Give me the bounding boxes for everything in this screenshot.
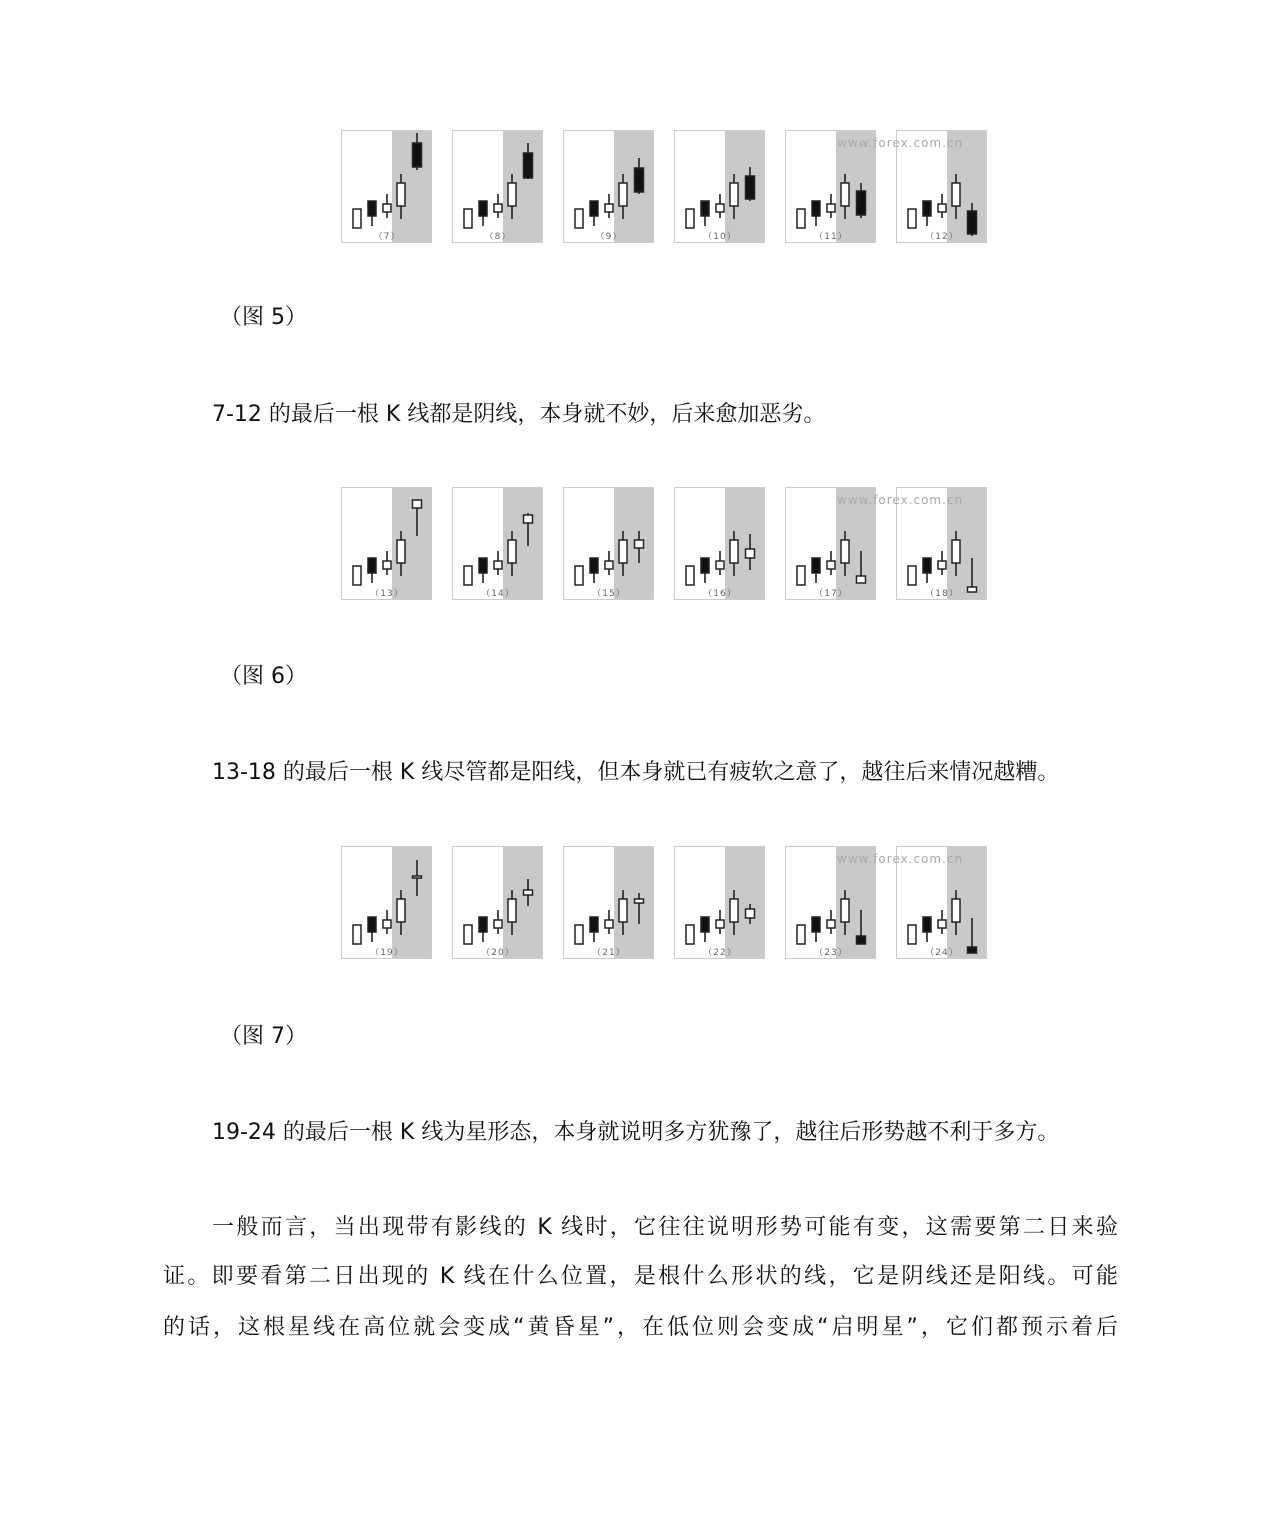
- figure-5-caption: （图 5）: [220, 305, 307, 330]
- candlestick-panel: [674, 846, 765, 959]
- candle: [923, 558, 931, 583]
- candle: [383, 910, 391, 934]
- last-candle: [968, 918, 977, 953]
- candlestick-chart: [675, 131, 765, 243]
- candle-body: [797, 566, 805, 585]
- candle-body: [590, 201, 598, 216]
- candle: [701, 201, 709, 226]
- candle-body: [508, 899, 516, 922]
- candle: [827, 910, 835, 934]
- candlestick-panel: [563, 487, 654, 600]
- candle-body: [524, 153, 533, 178]
- candle-body: [923, 917, 931, 932]
- candle-body: [968, 211, 977, 234]
- candlestick-chart: [675, 488, 765, 600]
- panel-label: （14）: [481, 589, 515, 599]
- candle-body: [464, 209, 472, 228]
- figure-7-candlesticks: [341, 846, 987, 960]
- candle: [841, 531, 849, 576]
- candle: [701, 917, 709, 942]
- candle-body: [413, 143, 422, 167]
- candle: [494, 194, 502, 218]
- candle: [605, 551, 613, 575]
- candle: [508, 890, 516, 935]
- candle-body: [857, 191, 866, 215]
- candle: [827, 551, 835, 575]
- candle: [908, 925, 916, 944]
- candle: [923, 201, 931, 226]
- watermark: www.forex.com.cn: [837, 493, 964, 507]
- candlestick-panel: [452, 846, 543, 959]
- candle-body: [479, 917, 487, 932]
- candle: [908, 566, 916, 585]
- candle-body: [746, 549, 755, 558]
- candle-body: [841, 183, 849, 206]
- panel-label: （24）: [925, 948, 959, 958]
- candle: [841, 890, 849, 935]
- candle: [590, 917, 598, 942]
- candle-body: [368, 917, 376, 932]
- candle: [368, 917, 376, 942]
- candle: [353, 209, 361, 228]
- candle-body: [619, 540, 627, 563]
- candle: [619, 531, 627, 576]
- candle-body: [701, 917, 709, 932]
- panel-label: （8）: [484, 232, 512, 242]
- candle: [383, 551, 391, 575]
- candlestick-panel: [452, 130, 543, 243]
- candle-body: [841, 899, 849, 922]
- candle: [716, 551, 724, 575]
- panel-label: （15）: [592, 589, 626, 599]
- candle-body: [479, 558, 487, 573]
- candle: [812, 917, 820, 942]
- candle-body: [827, 204, 835, 212]
- candle-body: [368, 558, 376, 573]
- last-candle: [746, 904, 755, 924]
- candle-body: [968, 947, 977, 953]
- candle-body: [923, 201, 931, 216]
- candle: [686, 209, 694, 228]
- candle-body: [464, 925, 472, 944]
- candlestick-chart: [564, 847, 654, 959]
- last-candle: [413, 860, 422, 896]
- paragraph-7-12: 7-12 的最后一根 K 线都是阴线，本身就不妙，后来愈加恶劣。: [212, 402, 826, 427]
- candle-body: [730, 183, 738, 206]
- candle: [716, 910, 724, 934]
- candle-body: [619, 183, 627, 206]
- candlestick-panel: [341, 846, 432, 959]
- candle-body: [812, 917, 820, 932]
- candle-body: [353, 209, 361, 228]
- candle-body: [397, 183, 405, 206]
- candle: [619, 890, 627, 935]
- last-candle: [413, 500, 422, 536]
- panel-label: （23）: [814, 948, 848, 958]
- candle-body: [575, 925, 583, 944]
- candle-body: [827, 920, 835, 928]
- candle: [686, 566, 694, 585]
- candle-body: [686, 566, 694, 585]
- panel-label: （7）: [373, 232, 401, 242]
- candle-body: [413, 876, 422, 878]
- panel-label: （10）: [703, 232, 737, 242]
- last-candle: [524, 143, 533, 179]
- figure-7-caption: （图 7）: [220, 1024, 307, 1049]
- candle-body: [619, 899, 627, 922]
- candle-body: [797, 925, 805, 944]
- candle-body: [494, 561, 502, 569]
- candle-body: [730, 899, 738, 922]
- candle-body: [605, 204, 613, 212]
- candle-body: [383, 204, 391, 212]
- candle-body: [686, 925, 694, 944]
- candlestick-chart: [342, 847, 432, 959]
- candle-body: [797, 209, 805, 228]
- candlestick-chart: [342, 488, 432, 600]
- candle-body: [857, 576, 866, 583]
- candle: [464, 925, 472, 944]
- candlestick-panel: [452, 487, 543, 600]
- candle: [590, 201, 598, 226]
- panel-label: （16）: [703, 589, 737, 599]
- candle-body: [716, 204, 724, 212]
- candle-body: [383, 920, 391, 928]
- candle: [952, 531, 960, 576]
- candle: [494, 551, 502, 575]
- last-candle: [413, 133, 422, 170]
- paragraph-line-2: 证。即要看第二日出现的 K 线在什么位置，是根什么形状的线，它是阴线还是阳线。可能: [163, 1264, 1118, 1289]
- panel-label: （11）: [814, 232, 848, 242]
- candle: [812, 201, 820, 226]
- candle-body: [908, 209, 916, 228]
- candle-body: [635, 899, 644, 903]
- candle: [716, 194, 724, 218]
- candle: [508, 531, 516, 576]
- last-candle: [968, 558, 977, 592]
- candle-body: [413, 500, 422, 508]
- candlestick-chart: [564, 488, 654, 600]
- candle-body: [383, 561, 391, 569]
- candle: [619, 174, 627, 219]
- candle: [479, 917, 487, 942]
- candle: [464, 566, 472, 585]
- paragraph-13-18: 13-18 的最后一根 K 线尽管都是阳线，但本身就已有疲软之意了，越往后来情况越糟。: [212, 760, 1060, 785]
- candle: [353, 566, 361, 585]
- candlestick-panel: [563, 846, 654, 959]
- panel-label: （9）: [595, 232, 623, 242]
- candle-body: [590, 558, 598, 573]
- candle: [730, 890, 738, 935]
- candle: [730, 531, 738, 576]
- candle-body: [494, 920, 502, 928]
- candle-body: [952, 899, 960, 922]
- watermark: www.forex.com.cn: [837, 136, 964, 150]
- candle-body: [635, 168, 644, 192]
- candle-body: [746, 176, 755, 199]
- candlestick-chart: [453, 488, 543, 600]
- candle: [464, 209, 472, 228]
- last-candle: [524, 879, 533, 906]
- candle-body: [605, 920, 613, 928]
- candle-body: [812, 558, 820, 573]
- last-candle: [746, 534, 755, 570]
- candle-body: [464, 566, 472, 585]
- candle-body: [952, 540, 960, 563]
- paragraph-line-1: 一般而言，当出现带有影线的 K 线时，它往往说明形势可能有变，这需要第二日来验: [212, 1215, 1118, 1240]
- candle-body: [841, 540, 849, 563]
- last-candle: [635, 158, 644, 194]
- candle: [479, 201, 487, 226]
- last-candle: [857, 183, 866, 218]
- candle: [397, 890, 405, 935]
- candle-body: [938, 920, 946, 928]
- candle: [938, 551, 946, 575]
- candle-body: [353, 925, 361, 944]
- watermark: www.forex.com.cn: [837, 852, 964, 866]
- candlestick-chart: [564, 131, 654, 243]
- candle-body: [575, 209, 583, 228]
- candlestick-panel: [341, 487, 432, 600]
- candle-body: [508, 540, 516, 563]
- candle: [590, 558, 598, 583]
- candle: [841, 174, 849, 219]
- paragraph-19-24: 19-24 的最后一根 K 线为星形态，本身就说明多方犹豫了，越往后形势越不利于多方。: [212, 1120, 1060, 1145]
- candlestick-panel: [674, 487, 765, 600]
- candle-body: [368, 201, 376, 216]
- panel-label: （20）: [481, 948, 515, 958]
- candle: [575, 209, 583, 228]
- candle: [605, 910, 613, 934]
- candle-body: [353, 566, 361, 585]
- candle-body: [575, 566, 583, 585]
- candle-body: [908, 925, 916, 944]
- candle: [797, 566, 805, 585]
- candle-body: [590, 917, 598, 932]
- candle-body: [857, 936, 866, 944]
- candle: [494, 910, 502, 934]
- candle: [368, 558, 376, 583]
- candle: [938, 194, 946, 218]
- panel-label: （22）: [703, 948, 737, 958]
- candle-body: [812, 201, 820, 216]
- last-candle: [524, 513, 533, 546]
- candle-body: [952, 183, 960, 206]
- panel-label: （21）: [592, 948, 626, 958]
- candle: [479, 558, 487, 583]
- last-candle: [635, 893, 644, 924]
- candle-body: [716, 920, 724, 928]
- candle: [605, 194, 613, 218]
- candle: [701, 558, 709, 583]
- candle: [797, 209, 805, 228]
- candle-body: [397, 899, 405, 922]
- candle: [827, 194, 835, 218]
- candle-body: [605, 561, 613, 569]
- candlestick-panel: [341, 130, 432, 243]
- candle: [952, 174, 960, 219]
- candle-body: [701, 558, 709, 573]
- last-candle: [857, 551, 866, 583]
- candlestick-chart: [342, 131, 432, 243]
- candle-body: [730, 540, 738, 563]
- candle-body: [508, 183, 516, 206]
- panel-label: （17）: [814, 589, 848, 599]
- candle-body: [479, 201, 487, 216]
- candlestick-chart: [675, 847, 765, 959]
- candle: [730, 174, 738, 219]
- candle: [353, 925, 361, 944]
- candlestick-chart: [453, 847, 543, 959]
- candle-body: [746, 909, 755, 918]
- candle: [938, 910, 946, 934]
- candle: [797, 925, 805, 944]
- candle-body: [635, 540, 644, 548]
- candle: [952, 890, 960, 935]
- candle-body: [923, 558, 931, 573]
- candle: [812, 558, 820, 583]
- candle: [575, 566, 583, 585]
- panel-label: （13）: [370, 589, 404, 599]
- candle-body: [968, 587, 977, 592]
- panel-label: （18）: [925, 589, 959, 599]
- candle-body: [827, 561, 835, 569]
- candlestick-panel: [563, 130, 654, 243]
- candle: [923, 917, 931, 942]
- candlestick-panel: [674, 130, 765, 243]
- figure-5-candlesticks: [341, 130, 987, 244]
- candle-body: [908, 566, 916, 585]
- candle-body: [524, 515, 533, 523]
- panel-label: （12）: [925, 232, 959, 242]
- last-candle: [857, 910, 866, 944]
- candle: [368, 201, 376, 226]
- candle-body: [494, 204, 502, 212]
- panel-label: （19）: [370, 948, 404, 958]
- candle: [575, 925, 583, 944]
- candle: [508, 174, 516, 219]
- figure-6-candlesticks: [341, 487, 987, 601]
- candle: [397, 531, 405, 576]
- candlestick-chart: [453, 131, 543, 243]
- last-candle: [635, 531, 644, 563]
- last-candle: [968, 203, 977, 236]
- candle-body: [524, 890, 533, 895]
- candle-body: [397, 540, 405, 563]
- candle: [383, 194, 391, 218]
- candle-body: [686, 209, 694, 228]
- candle: [908, 209, 916, 228]
- last-candle: [746, 167, 755, 201]
- paragraph-line-3: 的话，这根星线在高位就会变成“黄昏星”，在低位则会变成“启明星”，它们都预示着后: [163, 1315, 1118, 1340]
- figure-6-caption: （图 6）: [220, 664, 307, 689]
- candle-body: [938, 561, 946, 569]
- candle: [686, 925, 694, 944]
- candle-body: [701, 201, 709, 216]
- candle-body: [716, 561, 724, 569]
- candle: [397, 174, 405, 219]
- candle-body: [938, 204, 946, 212]
